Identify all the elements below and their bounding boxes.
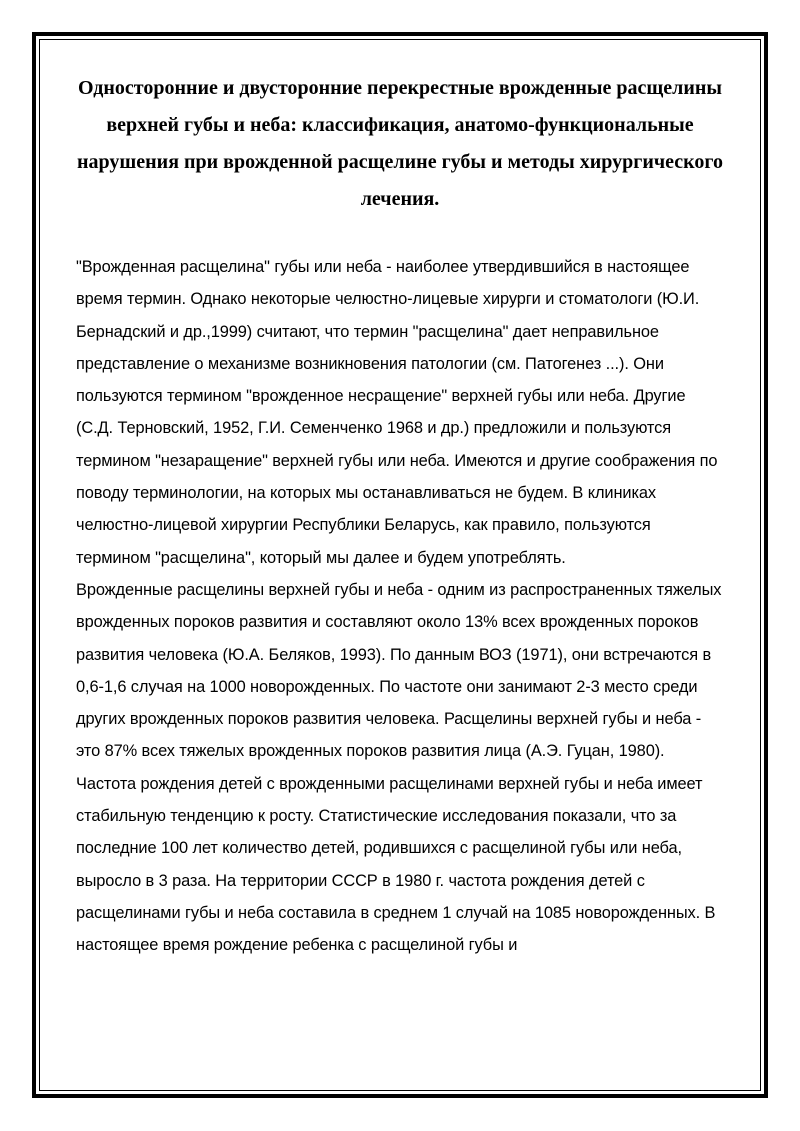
document-content [76, 70, 724, 962]
paragraph-frequency: Частота рождения детей с врожденными расщелинами верхней губы и неба имеет стабильную тенденцию к росту. Статистические исследования показали, что за последние 100 лет количество детей, родившихся с расщелиной губы или неба, выросло в 3 раза. На территории СССР в 1980 г. частота рождения детей с расщелинами губы и неба составила в среднем 1 случай на 1085 новорожденных. В настоящее время рождение ребенка с расщелиной губы и [76, 774, 716, 955]
document-title: Односторонние и двусторонние перекрестные врожденные расщелины верхней губы и неба: классификация, анатомо-функциональные нарушения при врожденной расщелине губы и методы хирургического лечения. [77, 77, 723, 210]
paragraph-terminology: "Врожденная расщелина" губы или неба - наиболее утвердившийся в настоящее время термин. Однако некоторые челюстно-лицевые хирурги и стоматологи (Ю.И. Бернадский и др.,1999) считают, что термин "расщелина" дает неправильное представление о механизме возникновения патологии (см. Патогенез ...). Они пользуются термином "врожденное несращение" верхней губы или неба. Другие (С.Д. Терновский, 1952, Г.И. Семенченко 1968 и др.) предложили и пользуются термином "незаращение" верхней губы или неба. Имеются и другие соображения по поводу терминологии, на которых мы останавливаться не будем. В клиниках челюстно-лицевой хирургии Республики Беларусь, как правило, пользуются термином "расщелина", который мы далее и будем употреблять. [76, 258, 718, 567]
document-body [76, 251, 724, 962]
paragraph-prevalence: Врожденные расщелины верхней губы и неба - одним из распространенных тяжелых врожденных пороков развития и составляют около 13% всех врожденных пороков развития человека (Ю.А. Беляков, 1993). По данным ВОЗ (1971), они встречаются в 0,6-1,6 случая на 1000 новорожденных. По частоте они занимают 2-3 место среди других врожденных пороков развития человека. Расщелины верхней губы и неба - это 87% всех тяжелых врожденных пороков развития лица (А.Э. Гуцан, 1980). [76, 580, 722, 761]
